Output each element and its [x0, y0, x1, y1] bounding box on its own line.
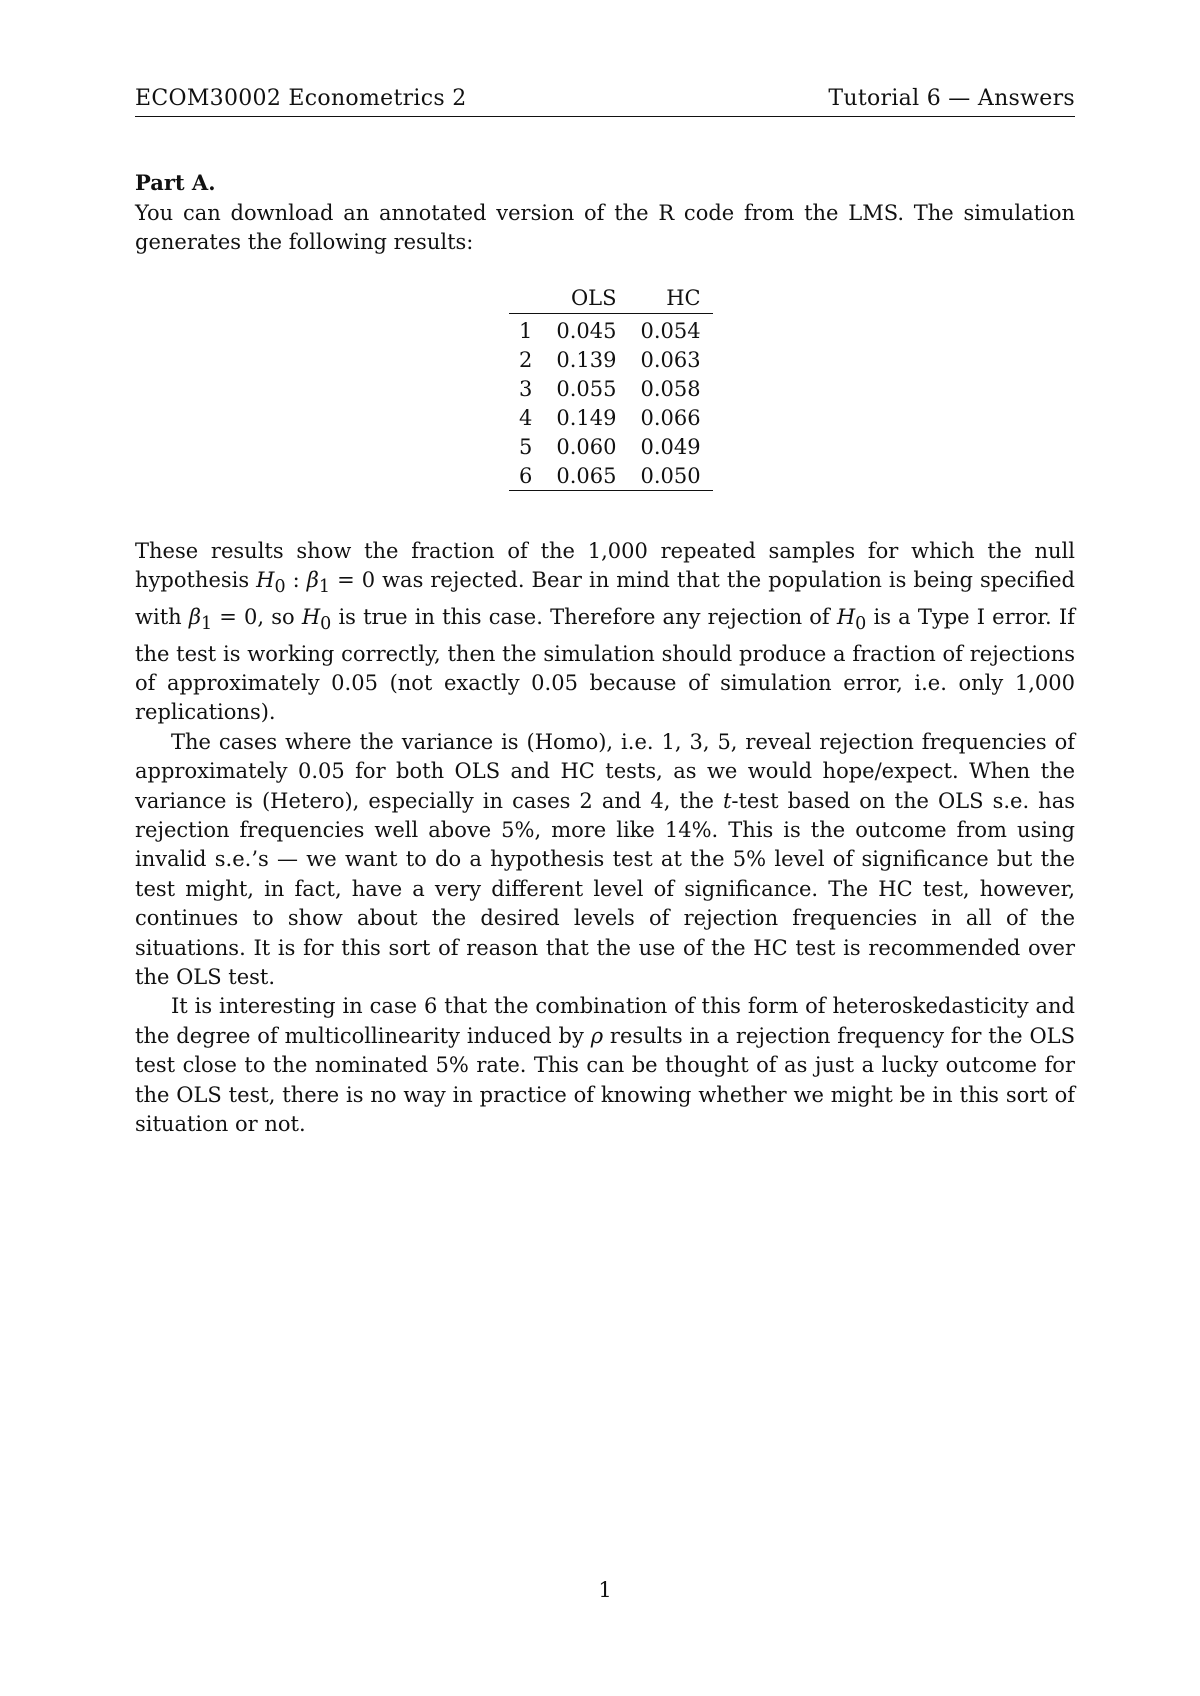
case-number: 1: [519, 318, 533, 343]
case-number: 5: [519, 434, 533, 459]
case-number: 4: [519, 405, 533, 430]
math-subscript: 1: [318, 577, 331, 598]
paragraph-variance-cases: [135, 728, 1075, 993]
hc-value: 0.063: [640, 347, 701, 372]
table-row: [509, 345, 713, 374]
text-run: = 0, so: [212, 605, 302, 629]
case-number: 6: [509, 461, 544, 491]
math-beta: β: [306, 568, 319, 593]
text-run: -test based on the OLS s.e. has rejection frequencies well above 5%, more like 14%. This is the outcome from using invalid s.e.’s — we want to do a hypothesis test at the 5% level of significance but the test might, in fact, have a very different level of significance. The HC test, however, continues to show about the desired levels of rejection frequencies in all of the situations. It is for this sort of reason that the use of the HC test is recommended over the OLS test.: [135, 788, 1076, 990]
math-h: H: [301, 605, 321, 629]
tutorial-title: Tutorial 6 — Answers: [828, 86, 1075, 111]
ols-value: 0.139: [556, 347, 617, 372]
ols-value: 0.149: [556, 405, 617, 430]
ols-value: 0.065: [544, 461, 628, 491]
math-h: H: [256, 568, 275, 593]
page-header: [135, 86, 1075, 117]
math-subscript: 0: [274, 577, 286, 598]
intro-paragraph: You can download an annotated version of the R code from the LMS. The simulation generates the following results:: [135, 201, 1075, 254]
math-subscript: 1: [200, 614, 213, 635]
case-number: 2: [519, 347, 533, 372]
hc-value: 0.050: [629, 461, 713, 491]
text-run: It is interesting in case 6 that the combination of this form of heteroskedasticity and the degree of multicollinearity induced by: [135, 994, 1075, 1048]
table-header-case: [509, 283, 544, 314]
hc-value: 0.054: [640, 318, 701, 343]
hc-value: 0.049: [640, 434, 701, 459]
table-row: [509, 432, 713, 461]
hc-value: 0.066: [640, 405, 701, 430]
part-heading: Part A.: [135, 170, 216, 195]
math-subscript: 0: [855, 614, 867, 635]
course-title: ECOM30002 Econometrics 2: [135, 86, 467, 111]
discussion-text: [135, 537, 1075, 1140]
text-run: These results show the fraction of the 1,000 repeated samples for which the null hypothesis: [135, 539, 1075, 593]
text-run: = 0 was rejected. Bear in mind that the population is being specified with: [135, 568, 1075, 629]
math-h: H: [836, 605, 856, 629]
case-number: 3: [519, 376, 533, 401]
table-header-row: [509, 283, 713, 314]
table-row: [509, 461, 713, 491]
page-number: 1: [598, 1578, 612, 1602]
text-run: is a Type I error. If the test is working correctly, then the simulation should produce a fraction of rejections of approximately 0.05 (not exactly 0.05 because of simulation error, i.e. only 1,000 replications).: [135, 605, 1075, 725]
math-t: t: [722, 788, 732, 813]
text-run: results in a rejection frequency for the OLS test close to the nominated 5% rate. This can be thought of as just a lucky outcome for the OLS test, there is no way in practice of knowing whether we might be in this sort of situation or not.: [135, 1023, 1076, 1137]
math-beta: β: [188, 605, 201, 629]
math-subscript: 0: [320, 614, 332, 635]
table-row: [509, 403, 713, 432]
ols-value: 0.045: [556, 318, 617, 343]
text-run: The cases where the variance is (Homo), i.e. 1, 3, 5, reveal rejection frequencies of approximately 0.05 for both OLS and HC tests, as we would hope/expect. When the variance is (Hetero), especially in cases 2 and 4, the: [135, 729, 1075, 813]
text-run: is true in this case. Therefore any rejection of: [331, 605, 837, 629]
paragraph-case-6: [135, 992, 1075, 1139]
paragraph-results: [135, 537, 1075, 728]
table-header-ols: OLS: [544, 283, 628, 314]
text-run: :: [285, 568, 307, 593]
table-row: [509, 374, 713, 403]
table-header-hc: HC: [629, 283, 713, 314]
table-row: [509, 314, 713, 346]
math-rho: ρ: [590, 1023, 604, 1048]
ols-value: 0.055: [556, 376, 617, 401]
results-table: [509, 283, 713, 491]
ols-value: 0.060: [556, 434, 617, 459]
hc-value: 0.058: [640, 376, 701, 401]
